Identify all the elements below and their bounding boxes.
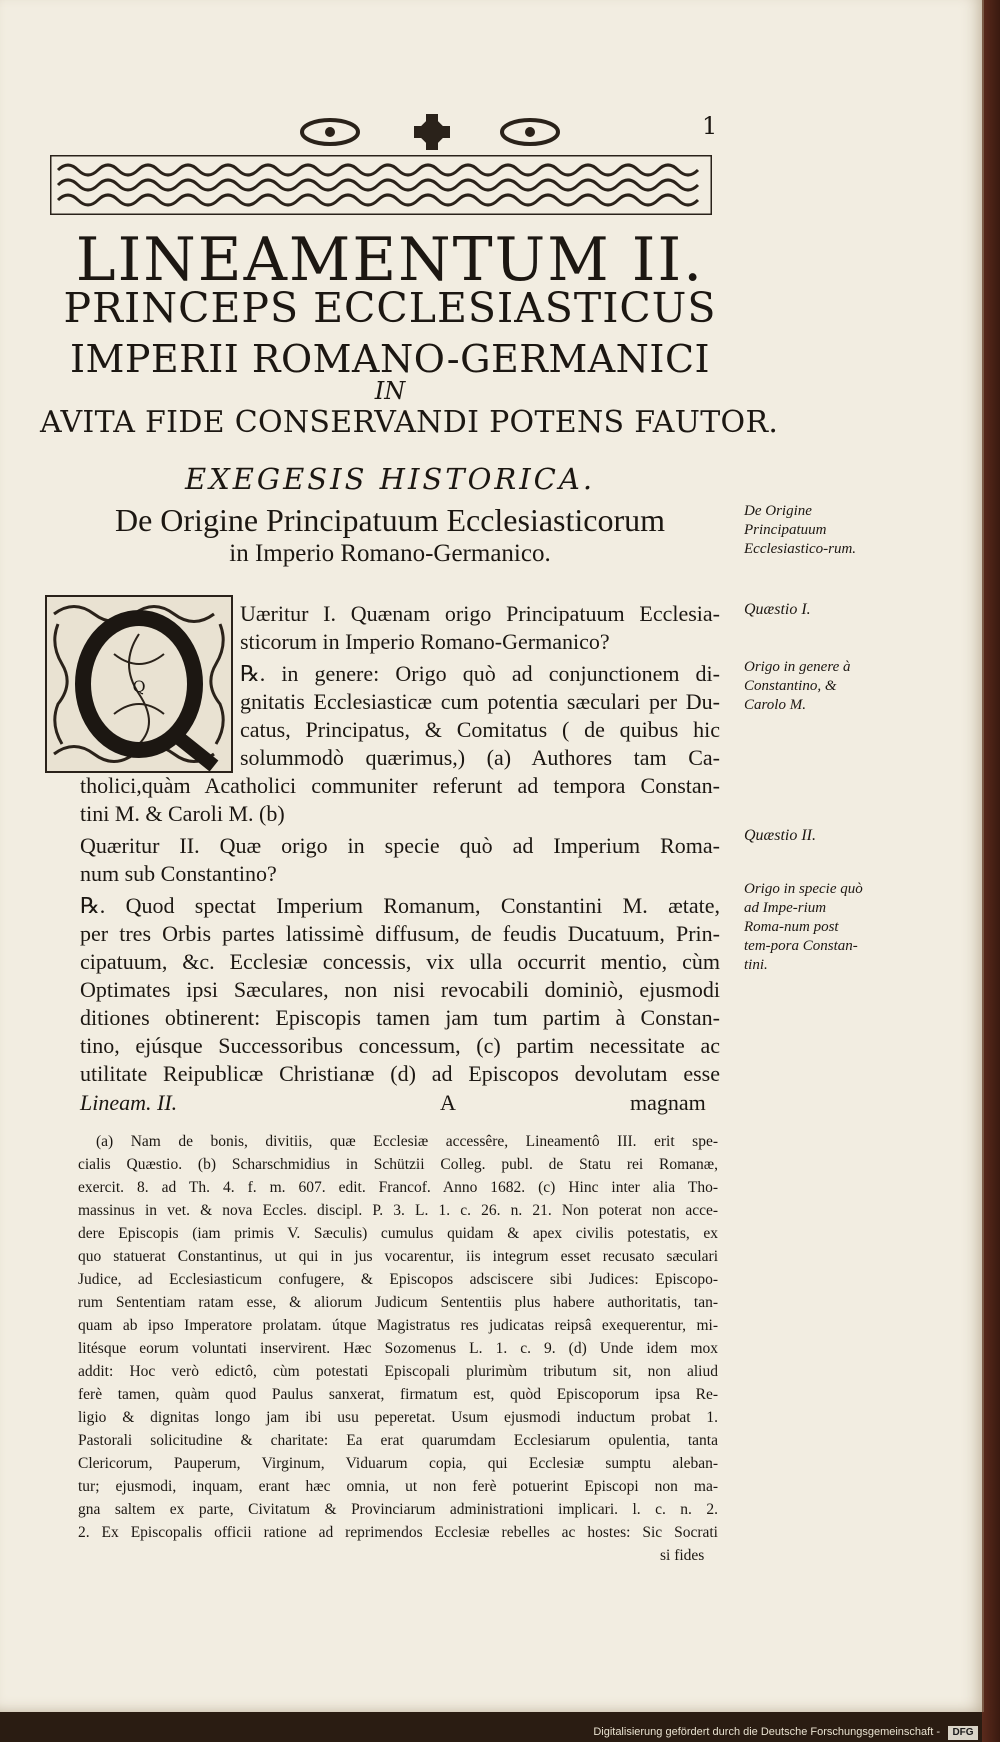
heading-in-imperio: in Imperio Romano-Germanico. bbox=[229, 540, 551, 567]
heading-de-origine: De Origine Principatuum Ecclesiasticorum bbox=[114, 502, 666, 538]
ornamental-band bbox=[50, 155, 712, 215]
heading-avita: AVITA FIDE CONSERVANDI POTENS FAUTOR. bbox=[40, 405, 779, 440]
body-line-7: tholici,quàm Acatholici communiter referunt ad tempora Constan- bbox=[80, 773, 720, 798]
heading-princeps: PRINCEPS ECCLESIASTICUS bbox=[63, 284, 717, 332]
body-line-17: utilitate Reipublicæ Christianæ (d) ad Episcopos devolutam esse bbox=[80, 1061, 720, 1086]
book-spine bbox=[982, 0, 1000, 1742]
footnote-line-8: rum Sententiam ratam esse, & aliorum Judicum Sententiis plus habere authoritatis, tan- bbox=[78, 1294, 718, 1311]
body-line-5: catus, Principatus, & Comitatus ( de quibus hic bbox=[240, 717, 720, 742]
body-line-3: ℞. in genere: Origo quò ad conjunctionem di- bbox=[240, 661, 720, 686]
heading-lineamentum: LINEAMENTUM II. bbox=[75, 225, 705, 295]
footnote-line-11: addit: Hoc verò edictô, cùm potestati Episcopali plurimùm tributum sit, non aliud bbox=[78, 1363, 718, 1380]
catchword: magnam bbox=[630, 1090, 706, 1115]
heading-exegesis: EXEGESIS HISTORICA. bbox=[184, 462, 596, 496]
body-line-14: Optimates ipsi Sæculares, non nisi revocabili dominiò, ejusmodi bbox=[80, 977, 720, 1002]
heading-imperii: IMPERII ROMANO-GERMANICI bbox=[69, 337, 711, 381]
footnote-line-1: (a) Nam de bonis, divitiis, quæ Ecclesiæ accessêre, Lineamentô III. erit spe- bbox=[96, 1133, 718, 1150]
body-line-13: cipatuum, &c. Ecclesiæ concessis, vix ulla occurrit mentio, cùm bbox=[80, 949, 720, 974]
margin-note-origo-genere: Origo in genere à Constantino, & Carolo M. bbox=[744, 659, 851, 713]
footnote-line-6: quo statuerat Constantinus, ut qui in jus vocarentur, iis integrum esset recusato sæculari bbox=[78, 1248, 718, 1265]
footnote-line-2: cialis Quæstio. (b) Scharschmidius in Schützii Colleg. publ. de Statu rei Romanæ, bbox=[78, 1156, 718, 1173]
margin-note-quaestio-2: Quæstio II. bbox=[744, 827, 816, 844]
dfg-logo: DFG bbox=[948, 1726, 978, 1740]
top-ornament bbox=[300, 112, 600, 152]
footnote-line-18: 2. Ex Episcopalis officii ratione ad reprimendos Ecclesiæ rebelles ac hostes: Sic Socrati bbox=[78, 1524, 718, 1541]
footnote-line-17: gna saltem ex parte, Civitatum & Provinciarum administrationi implicari. l. c. n. 2. bbox=[78, 1501, 718, 1518]
footnote-line-5: dere Episcopis (iam primis V. Sæculis) cumulus quidam & apex civilis potestatis, ex bbox=[78, 1225, 718, 1242]
footnote-line-14: Pastorali solicitudine & charitate: Ea erat quarumdam Ecclesiarum opulentia, tanta bbox=[78, 1432, 718, 1449]
initial-letter: Q bbox=[132, 677, 146, 696]
footnote-line-7: Judice, ad Ecclesiasticum confugere, & Episcopos adsciscere sibi Judices: Episcopo- bbox=[78, 1271, 718, 1288]
signature-lineam: Lineam. II. bbox=[80, 1090, 178, 1115]
footnote-line-16: tur; ejusmodi, inquam, erant hæc omnia, ut non ferè potuerint Episcopi non ma- bbox=[78, 1478, 718, 1495]
body-line-16: tino, ejúsque Successoribus concessum, (c) partim necessitate ac bbox=[80, 1033, 720, 1058]
body-line-10: num sub Constantino? bbox=[80, 861, 277, 886]
decorated-initial-q bbox=[44, 594, 234, 774]
body-line-4: gnitatis Ecclesiasticæ cum potentia sæculari per Du- bbox=[240, 689, 720, 714]
digitization-credit: Digitalisierung gefördert durch die Deutsche Forschungsgemeinschaft - bbox=[593, 1726, 940, 1738]
margin-note-origo-specie: Origo in specie quò ad Impe-rium Roma-num post tem-pora Constan-tini. bbox=[744, 881, 863, 973]
heading-in: IN bbox=[374, 377, 406, 405]
body-line-8: tini M. & Caroli M. (b) bbox=[80, 801, 285, 826]
footnote-line-9: quam ab ipso Imperatore prolatam. útque Magistratus res judicatas reipsâ exequerentur, mi- bbox=[78, 1317, 718, 1334]
margin-note-quaestio-1: Quæstio I. bbox=[744, 601, 811, 618]
footnote-line-12: ferè tamen, quàm quod Paulus sanxerat, firmatum est, quòd Episcoporum ipsa Re- bbox=[78, 1386, 718, 1403]
signature-letter: A bbox=[440, 1090, 456, 1115]
body-line-1: Uæritur I. Quænam origo Principatuum Ecclesia- bbox=[240, 601, 720, 626]
footnote-line-4: massinus in vet. & nova Eccles. discipl. P. 3. L. 1. c. 26. n. 21. Non poterat non acce- bbox=[78, 1202, 718, 1219]
footnote-line-13: ligio & dignitas longo jam ibi usu peperetat. Usum ejusmodi inductum probat 1. bbox=[78, 1409, 718, 1426]
body-line-2: sticorum in Imperio Romano-Germanico? bbox=[240, 629, 610, 654]
body-line-9: Quæritur II. Quæ origo in specie quò ad Imperium Roma- bbox=[80, 833, 720, 858]
footnote-line-10: litésque eorum voluntati inservirent. Hæc Sozomenus L. 1. c. 9. (d) Unde idem mox bbox=[78, 1340, 718, 1357]
body-line-11: ℞. Quod spectat Imperium Romanum, Constantini M. ætate, bbox=[80, 893, 720, 918]
body-line-6: solummodò quærimus,) (a) Authores tam Ca- bbox=[240, 745, 720, 770]
body-line-15: ditiones obtinerent: Episcopis tamen jam tum partim à Constan- bbox=[80, 1005, 720, 1030]
footnote-line-19: si fides bbox=[660, 1547, 705, 1564]
footnote-line-15: Clericorum, Pauperum, Virginum, Viduarum copia, qui Ecclesiæ sumptu aleban- bbox=[78, 1455, 718, 1472]
page-number: 1 bbox=[702, 112, 718, 140]
margin-note-de-origine: De Origine Principatuum Ecclesiastico-rum. bbox=[744, 503, 857, 557]
body-line-12: per tres Orbis partes latissimè diffusum, de feudis Ducatuum, Prin- bbox=[80, 921, 720, 946]
footnote-line-3: exercit. 8. ad Th. 4. f. m. 607. edit. Francof. Anno 1682. (c) Hinc inter alia Tho- bbox=[78, 1179, 718, 1196]
